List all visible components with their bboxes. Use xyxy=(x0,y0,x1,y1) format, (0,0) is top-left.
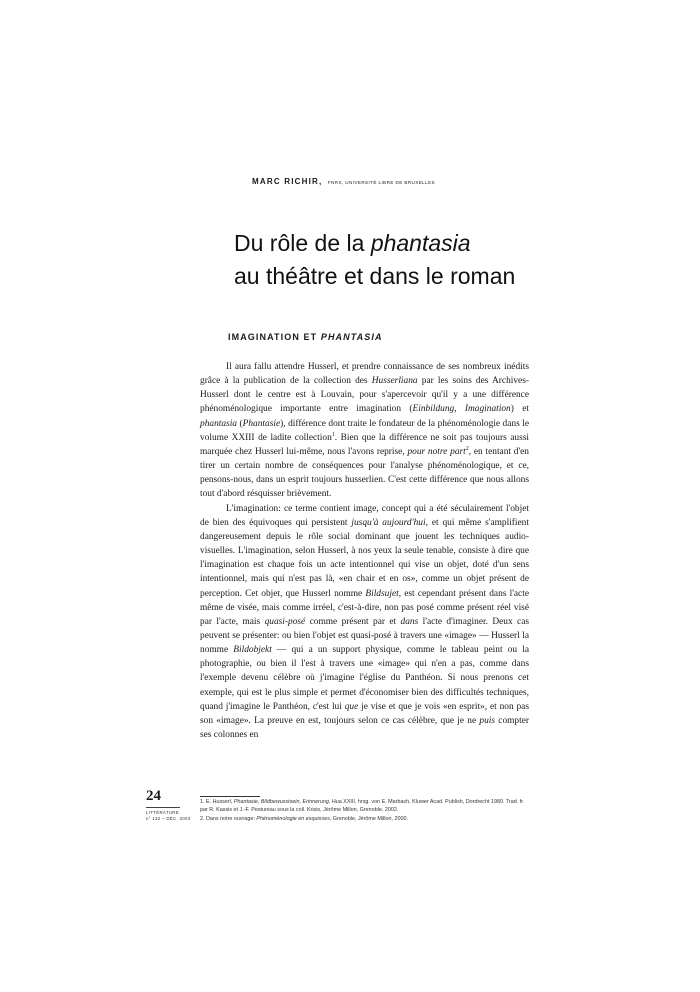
journal-divider xyxy=(146,807,180,808)
author-affiliation: FNRS, UNIVERSITÉ LIBRE DE BRUXELLES xyxy=(327,180,436,185)
paragraph-1: Il aura fallu attendre Husserl, et prendre connaissance de ses nombreux inédits grâce à la publication de la collection des Husserliana par les soins des Archives-Husserl dont le centre est à Louvain, pour s'apercevoir qu'il y a une différence phénoménologique importante entre imagination (Einbildung, Imagination) et phantasia (Phantasie), différence dont traite le fondateur de la phénoménologie dans le volume XXIII de ladite collection$^1$. Bien que la différence ne soit pas toujours aussi marquée chez Husserl lui-même, nous l'avons reprise, pour notre part$^2$, en tentant d'en tirer un certain nombre de conséquences pour l'analyse phénoménologique, et ce, pensons-nous, dans un esprit toujours husserlien. C'est cette différence que nous allons tout d'abord résquisser brièvement. xyxy=(200,362,530,500)
author-line xyxy=(252,177,552,186)
body-text xyxy=(200,360,529,742)
footnote-ref-1[interactable]: 1 xyxy=(331,431,335,438)
page-number: 24 xyxy=(146,788,161,804)
article-title xyxy=(234,227,564,293)
footnote-divider xyxy=(200,796,260,797)
journal-issue: n° 132 – DÉC. 2003 xyxy=(146,816,191,821)
footnote-1: 1. E. Husserl, Phantasie, Bildbewusstsein, Erinnerung, Hua XXIII, hrsg. von E. Marbach, Kluwer Acad. Publish, Dordrecht 1980. Trad. fr. par R. Kassis et J.-F. Pestureau sous la coll. Krisis, Jérôme Millon, Grenoble, 2002. xyxy=(200,799,525,814)
footnote-ref-2[interactable]: 2 xyxy=(465,445,469,452)
section-heading: IMAGINATION ET PHANTASIA xyxy=(228,332,383,342)
title-line-1: Du rôle de la phantasia xyxy=(234,230,471,256)
journal-info xyxy=(146,810,206,822)
footnote-2: 2. Dans notre ouvrage: Phénoménologie en esquisses, Grenoble, Jérôme Millon, 2000. xyxy=(200,815,408,822)
paragraph-2: L'imagination: ce terme contient image, concept qui a été séculairement l'objet de bien des équivoques qui persistent jusqu'à aujourd'hui, et qui même s'amplifient dangereusement depuis le rôle social dominant que jouent les techniques audio-visuelles. L'imagination, selon Husserl, à nos yeux la seule tenable, consiste à dire que l'imagination est chaque fois un acte intentionnel qui vise un objet, doté d'un sens intentionnel, mais qui n'est pas là, «en chair et en os», comme un objet présent de perception. Cet objet, que Husserl nomme Bildsujet, est cependant présent dans l'acte même de visée, mais comme irréel, c'est-à-dire, non pas posé comme présent réel visé par l'acte, mais quasi-posé comme présent par et dans l'acte d'imaginer. Deux cas peuvent se présenter: ou bien l'objet est quasi-posé à travers une «image» — Husserl la nomme Bildobjekt — qui a un support physique, comme le tableau peint ou la photographie, ou bien il l'est à travers une «image» qui n'en a pas, comme dans l'exemple devenu célèbre où j'imagine l'église du Panthéon. Si nous prenons cet exemple, qui est le plus simple et permet d'économiser bien des difficultés techniques, quand j'imagine le Panthéon, c'est lui que je vise et que je vois «en esprit», et non pas son «image». La preuve en est, toujours selon ce cas célèbre, que je ne puis compter ses colonnes en xyxy=(200,503,530,741)
journal-name: LITTÉRATURE xyxy=(146,810,179,815)
title-line-2: au théâtre et dans le roman xyxy=(234,263,516,289)
footnotes xyxy=(200,798,530,823)
author-name: MARC RICHIR, xyxy=(252,177,323,186)
